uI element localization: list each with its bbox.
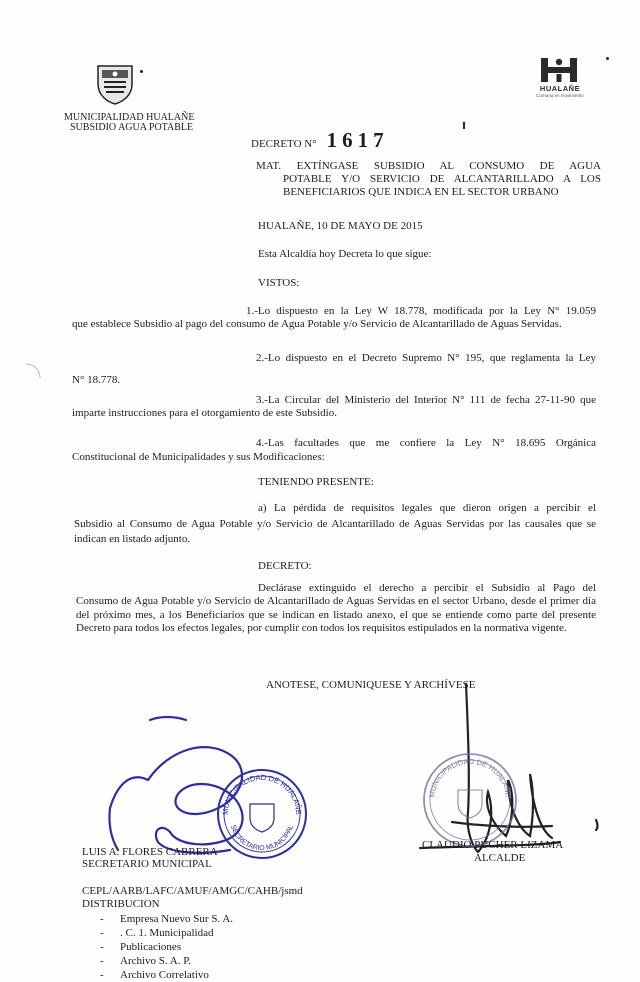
distribution-heading: DISTRIBUCION [82,898,160,910]
vistos-paragraph-4: 4.-Las facultades que me confiere la Ley N° 18.695 Orgánica Constitucional de Municipalidades y sus Modificaciones: [72,437,596,463]
vistos-heading: VISTOS: [258,277,300,289]
initials-line: CEPL/AARB/LAFC/AMUF/AMGC/CAHB/jsmd [82,885,303,897]
intro-text: Esta Alcaldía hoy Decreta lo que sigue: [258,248,432,260]
distribution-item: - Empresa Nuevo Sur S. A. [100,912,233,926]
decreto-heading: DECRETO: [258,560,312,572]
brand-wordmark: HUALAÑE [539,84,581,93]
svg-text:MUNICIPALIDAD DE HUALAÑE: MUNICIPALIDAD DE HUALAÑE [220,772,304,816]
secretary-title: SECRETARIO MUNICIPAL [82,858,212,870]
mayor-name: CLAUDIO PUCHER LIZAMA [422,839,564,851]
vistos-paragraph-3: 3.-La Circular del Ministerio del Interior N° 111 de fecha 27-11-90 que imparte instrucciones para el otorgamiento de este Subsidio. [72,394,596,419]
subject-line: MAT. EXTÍNGASE SUBSIDIO AL CONSUMO DE AGUA [256,160,601,172]
margin-mark-icon [20,360,44,384]
distribution-item: - . C. 1. Municipalidad [100,926,233,940]
subject-line: POTABLE Y/O SERVICIO DE ALCANTARILLADO A LOS [283,173,601,185]
secretary-name: LUIS A. FLORES CABRERA [82,846,218,858]
vistos-paragraph-2: 2.-Lo dispuesto en el Decreto Supremo N° 195, que reglamenta la Ley N° 18.778. [72,352,596,386]
distribution-item: - Publicaciones [100,940,233,954]
municipal-seal-icon [214,766,310,862]
teniendo-heading: TENIENDO PRESENTE: [258,476,374,488]
department-name: SUBSIDIO AGUA POTABLE [70,122,194,133]
subject-line: BENEFICIARIOS QUE INDICA EN EL SECTOR URBANO [283,186,559,198]
svg-text:MUNICIPALIDAD DE HUALAÑE: MUNICIPALIDAD DE HUALAÑE [427,756,513,799]
distribution-list [100,912,233,982]
mayor-seal-icon [420,750,520,850]
brand-tagline: Comuna en movimiento [536,93,584,98]
decree-number: 1617 [326,128,389,152]
closing-text: ANOTESE, COMUNIQUESE Y ARCHÍVESE [266,679,476,691]
decree-label: DECRETO N° [251,138,317,150]
teniendo-paragraph: a) La pérdida de requisitos legales que dieron origen a percibir el Subsidio al Consumo de Agua Potable y/o Servicio de Alcantarillado de Aguas Servidas por las causales que se indican en listado adjunto. [74,502,596,545]
municipality-name: MUNICIPALIDAD HUALAÑE [64,112,195,123]
svg-text:SECRETARIO MUNICIPAL: SECRETARIO MUNICIPAL [228,824,296,853]
vistos-paragraph-1: 1.-Lo dispuesto en la Ley W 18.778, modificada por la Ley N° 19.059 que establece Subsidio al pago del consumo de Agua Potable y/o Servicio de Alcantarillado de Aguas Servidas. [72,305,596,330]
place-date: HUALAÑE, 10 DE MAYO DE 2015 [258,220,423,232]
distribution-item: - Archivo Correlativo [100,968,233,982]
distribution-item: - Archivo S. A. P. [100,954,233,968]
decreto-paragraph: Declárase extinguido el derecho a percibir el Subsidio al Pago del Consumo de Agua Potable y/o Servicio de Alcantarillado de Aguas Servidas en el sector Urbano, desde el primer día del próximo mes, a los Beneficiarios que se indican en listado anexo, el que se entiende como parte del presente Decreto para todos los efectos legales, por cumplir con todos los requisitos estipulados en la normativa vigente. [76,582,596,634]
mayor-title: ALCALDE [474,852,526,864]
